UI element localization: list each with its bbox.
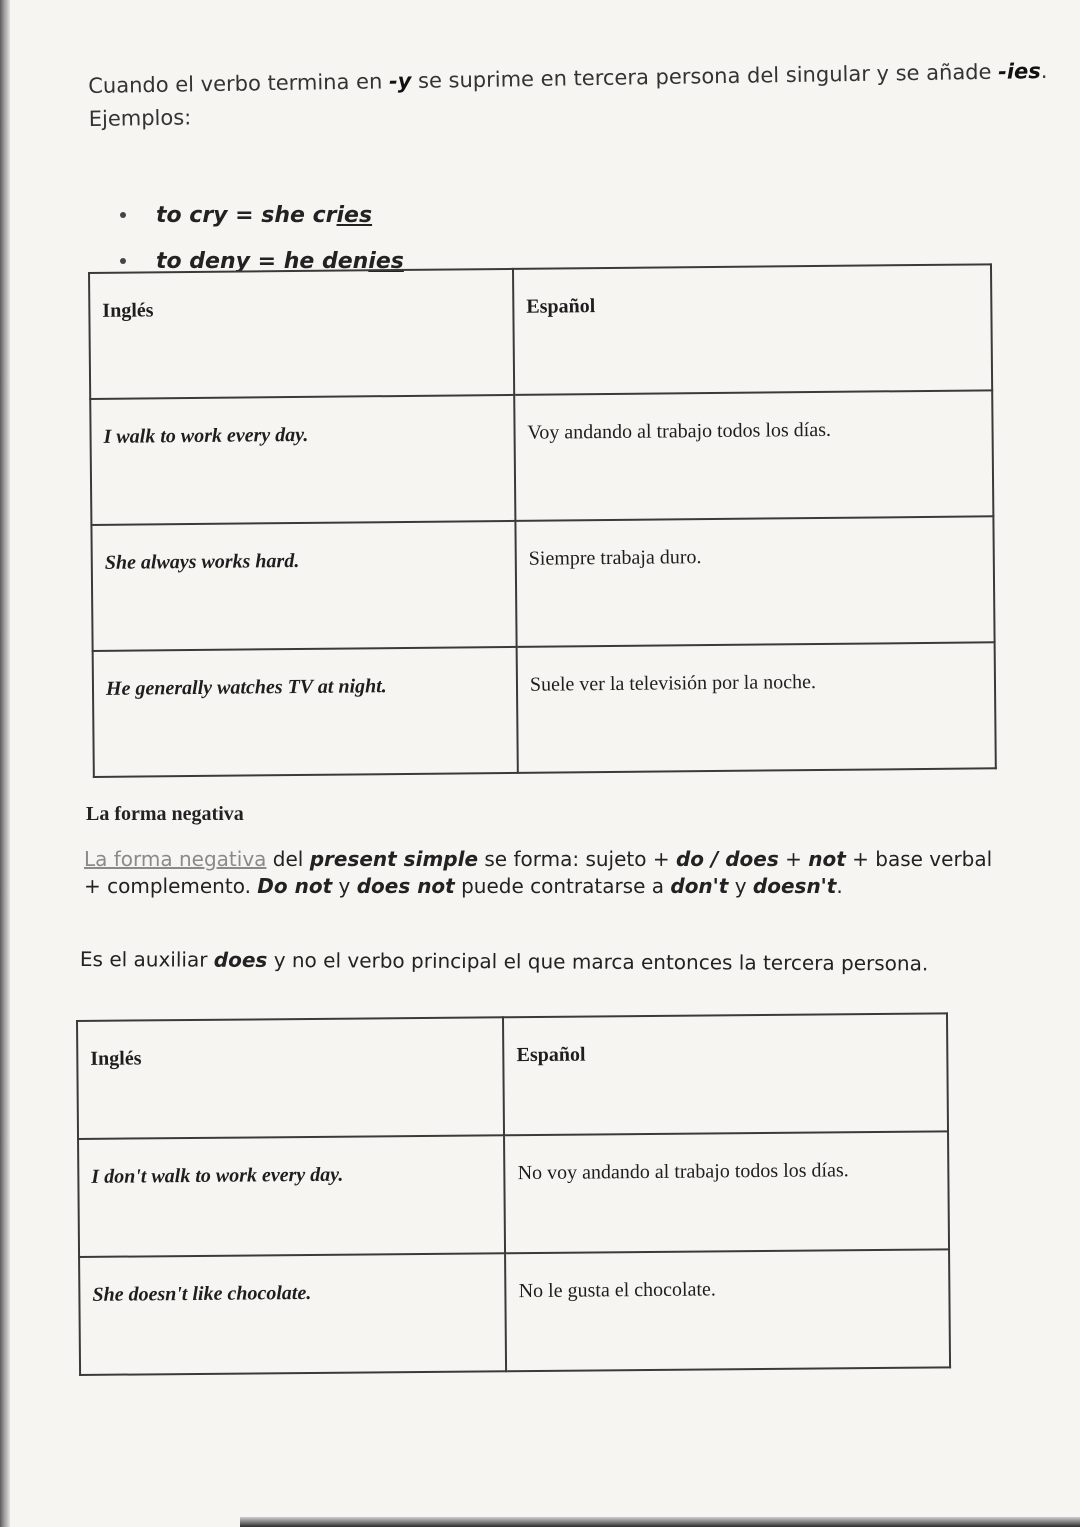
header-espanol: Español (513, 264, 992, 395)
cell-spanish: Siempre trabaja duro. (515, 516, 994, 647)
intro-line-1: Cuando el verbo termina en -y se suprime en tercera persona del singular y se añade -ies. (88, 58, 1048, 98)
auxiliary-note: Es el auxiliar does y no el verbo principal el que marca entonces la tercera persona. (79, 947, 929, 976)
cell-spanish: Suele ver la televisión por la noche. (517, 642, 996, 773)
cell-english: She doesn't like chocolate. (79, 1253, 506, 1375)
list-item: to cry = she cr ies (120, 192, 620, 238)
negative-form-link[interactable]: La forma negativa (84, 847, 267, 871)
intro-line-2: Ejemplos: (88, 105, 192, 131)
table-header-row (89, 264, 992, 399)
table-row (93, 642, 996, 777)
page-left-edge-shadow (0, 0, 10, 1527)
negative-description: La forma negativa del present simple se forma: sujeto + do / does + not + base verbal + complemento. Do not y does not puede contratarse a don't y doesn't. (84, 847, 993, 898)
negative-table (76, 1012, 951, 1376)
table-row (90, 390, 993, 525)
cell-english: She always works hard. (91, 521, 516, 651)
cell-english: I walk to work every day. (90, 395, 515, 525)
list-item: to deny = he den ies (120, 238, 620, 284)
cell-english: He generally watches TV at night. (93, 647, 518, 777)
cell-spanish: No voy andando al trabajo todos los días. (504, 1131, 949, 1253)
section-title-negative: La forma negativa (86, 803, 244, 825)
cell-spanish: No le gusta el chocolate. (505, 1249, 950, 1371)
bullet-icon (120, 212, 126, 218)
cell-spanish: Voy andando al trabajo todos los días. (514, 390, 993, 521)
page-bottom-edge-shadow (240, 1517, 1080, 1527)
bullet-icon (120, 258, 126, 264)
header-ingles: Inglés (77, 1017, 504, 1139)
cell-english: I don't walk to work every day. (78, 1135, 505, 1257)
affirmative-table (88, 263, 997, 778)
header-espanol: Español (503, 1013, 948, 1135)
table-row (78, 1131, 949, 1257)
table-row (91, 516, 994, 651)
intro-paragraph (88, 55, 1049, 136)
header-ingles: Inglés (89, 269, 514, 399)
table-row (79, 1249, 950, 1375)
table-header-row (77, 1013, 948, 1139)
